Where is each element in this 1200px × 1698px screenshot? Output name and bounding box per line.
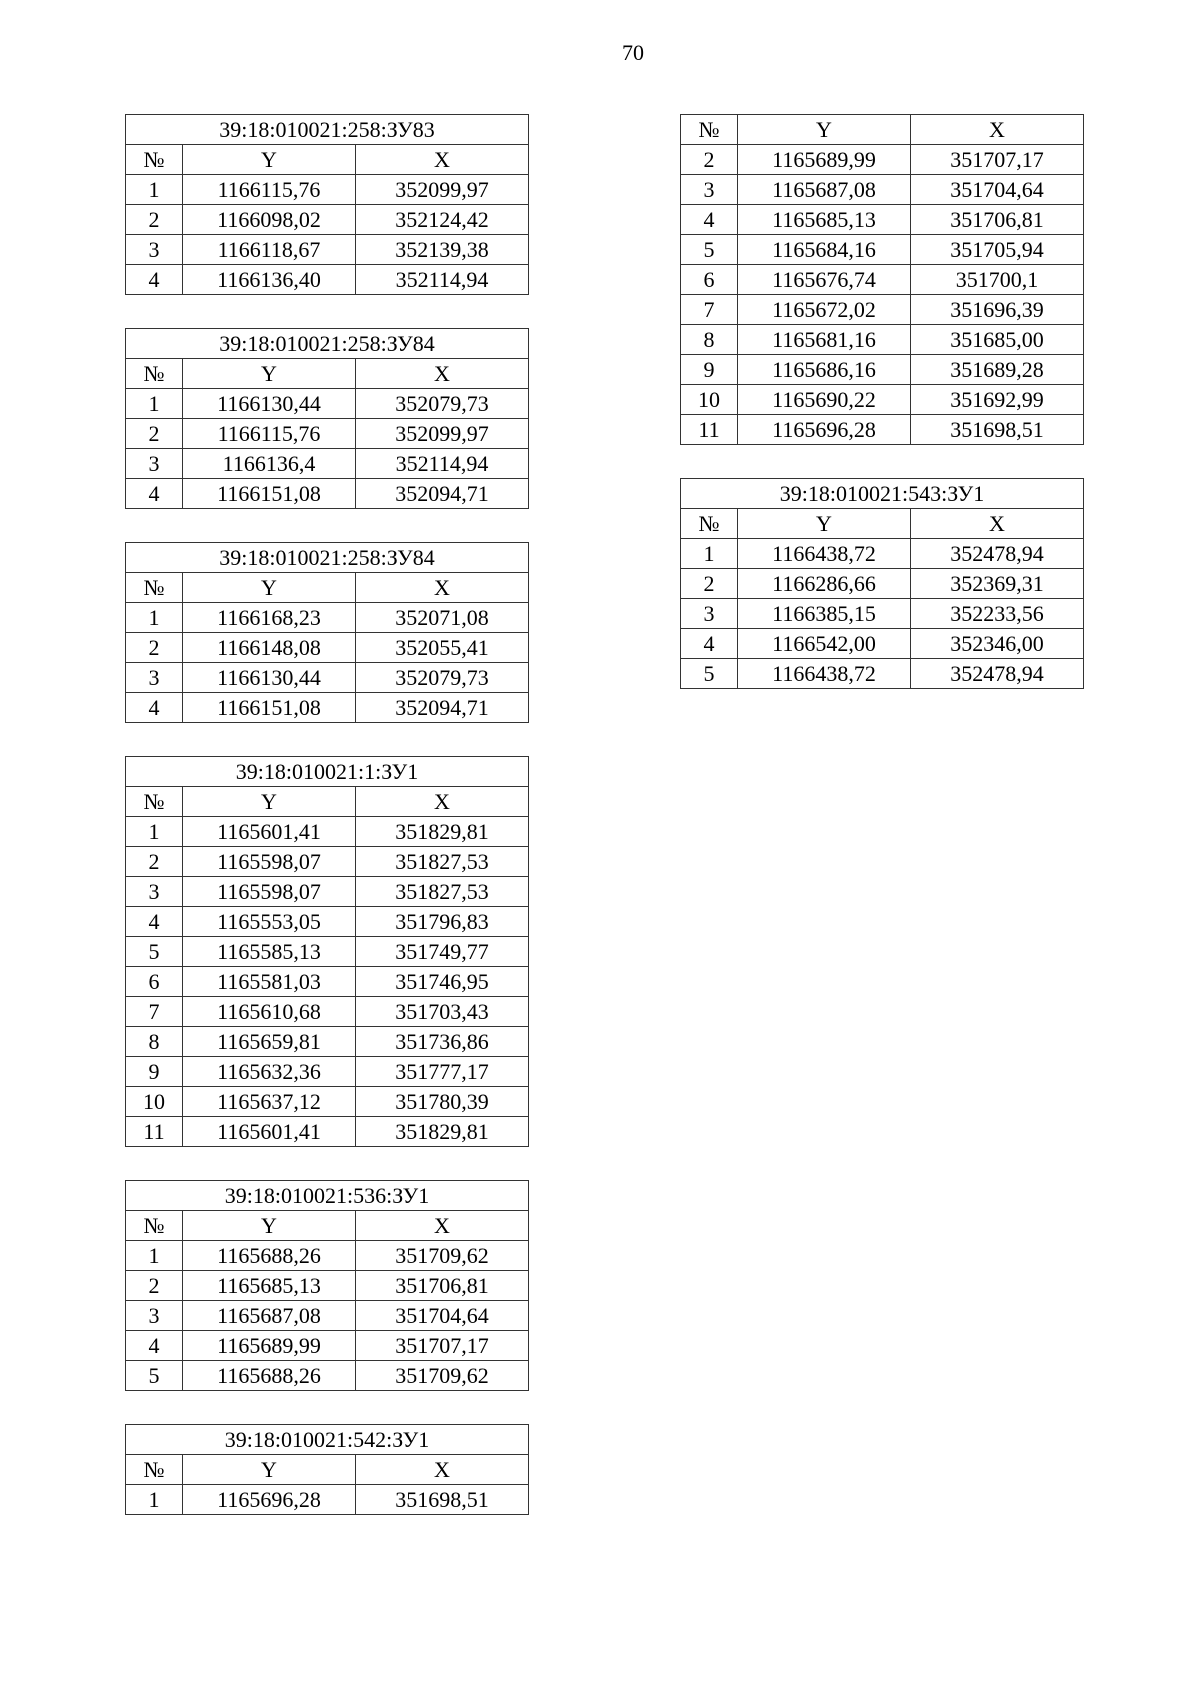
point-number: 1 <box>126 175 183 205</box>
x-value: 352478,94 <box>911 539 1084 569</box>
x-value: 351705,94 <box>911 235 1084 265</box>
header-number: № <box>126 1211 183 1241</box>
header-row <box>126 145 529 175</box>
y-value: 1166151,08 <box>183 693 356 723</box>
y-value: 1166542,00 <box>738 629 911 659</box>
x-value: 352094,71 <box>356 693 529 723</box>
header-number: № <box>126 145 183 175</box>
header-x: X <box>911 115 1084 145</box>
header-row <box>126 359 529 389</box>
point-number: 11 <box>126 1117 183 1147</box>
point-number: 4 <box>681 205 738 235</box>
y-value: 1165632,36 <box>183 1057 356 1087</box>
table-row <box>126 1117 529 1147</box>
table-row <box>681 325 1084 355</box>
table-row <box>126 663 529 693</box>
point-number: 10 <box>126 1087 183 1117</box>
table-row <box>681 569 1084 599</box>
header-number: № <box>681 509 738 539</box>
header-y: Y <box>738 115 911 145</box>
y-value: 1166438,72 <box>738 659 911 689</box>
table-row <box>126 997 529 1027</box>
coordinates-table <box>125 114 529 295</box>
point-number: 4 <box>681 629 738 659</box>
table-row <box>126 449 529 479</box>
y-value: 1165659,81 <box>183 1027 356 1057</box>
table-row <box>681 629 1084 659</box>
x-value: 351827,53 <box>356 847 529 877</box>
header-x: X <box>356 359 529 389</box>
y-value: 1165610,68 <box>183 997 356 1027</box>
coordinates-table <box>125 1424 529 1515</box>
table-row <box>126 1271 529 1301</box>
y-value: 1166118,67 <box>183 235 356 265</box>
table-row <box>126 205 529 235</box>
y-value: 1165676,74 <box>738 265 911 295</box>
y-value: 1166115,76 <box>183 419 356 449</box>
point-number: 1 <box>126 817 183 847</box>
y-value: 1165601,41 <box>183 817 356 847</box>
y-value: 1165690,22 <box>738 385 911 415</box>
y-value: 1165687,08 <box>738 175 911 205</box>
header-number: № <box>681 115 738 145</box>
header-number: № <box>126 359 183 389</box>
table-row <box>126 419 529 449</box>
point-number: 9 <box>681 355 738 385</box>
point-number: 2 <box>681 569 738 599</box>
table-title: 39:18:010021:543:ЗУ1 <box>681 479 1084 509</box>
header-y: Y <box>183 359 356 389</box>
x-value: 351829,81 <box>356 1117 529 1147</box>
point-number: 5 <box>681 235 738 265</box>
x-value: 351685,00 <box>911 325 1084 355</box>
x-value: 352124,42 <box>356 205 529 235</box>
point-number: 6 <box>126 967 183 997</box>
table-row <box>126 633 529 663</box>
point-number: 7 <box>681 295 738 325</box>
table-row <box>126 175 529 205</box>
point-number: 2 <box>681 145 738 175</box>
coordinates-table <box>125 1180 529 1391</box>
point-number: 11 <box>681 415 738 445</box>
table-row <box>126 1331 529 1361</box>
point-number: 2 <box>126 633 183 663</box>
y-value: 1165687,08 <box>183 1301 356 1331</box>
point-number: 5 <box>681 659 738 689</box>
table-row <box>681 355 1084 385</box>
point-number: 6 <box>681 265 738 295</box>
y-value: 1166136,40 <box>183 265 356 295</box>
table-row <box>126 1301 529 1331</box>
y-value: 1166136,4 <box>183 449 356 479</box>
y-value: 1165685,13 <box>738 205 911 235</box>
header-x: X <box>356 573 529 603</box>
point-number: 1 <box>681 539 738 569</box>
x-value: 351736,86 <box>356 1027 529 1057</box>
table-title: 39:18:010021:536:ЗУ1 <box>126 1181 529 1211</box>
y-value: 1165696,28 <box>183 1485 356 1515</box>
y-value: 1165689,99 <box>183 1331 356 1361</box>
x-value: 351707,17 <box>911 145 1084 175</box>
x-value: 352369,31 <box>911 569 1084 599</box>
table-row <box>126 603 529 633</box>
point-number: 1 <box>126 389 183 419</box>
point-number: 4 <box>126 479 183 509</box>
table-row <box>126 265 529 295</box>
y-value: 1166130,44 <box>183 663 356 693</box>
point-number: 2 <box>126 205 183 235</box>
x-value: 351700,1 <box>911 265 1084 295</box>
header-x: X <box>356 787 529 817</box>
table-row <box>126 1241 529 1271</box>
table-row <box>681 659 1084 689</box>
header-x: X <box>356 145 529 175</box>
x-value: 351777,17 <box>356 1057 529 1087</box>
y-value: 1166115,76 <box>183 175 356 205</box>
x-value: 351704,64 <box>356 1301 529 1331</box>
table-row <box>126 235 529 265</box>
point-number: 5 <box>126 937 183 967</box>
y-value: 1165553,05 <box>183 907 356 937</box>
x-value: 352079,73 <box>356 389 529 419</box>
point-number: 3 <box>681 599 738 629</box>
table-row <box>681 385 1084 415</box>
table-row <box>126 847 529 877</box>
y-value: 1166438,72 <box>738 539 911 569</box>
point-number: 3 <box>126 877 183 907</box>
y-value: 1165689,99 <box>738 145 911 175</box>
table-row <box>126 693 529 723</box>
y-value: 1165685,13 <box>183 1271 356 1301</box>
table-row <box>126 1087 529 1117</box>
y-value: 1165598,07 <box>183 877 356 907</box>
point-number: 3 <box>126 449 183 479</box>
point-number: 4 <box>126 907 183 937</box>
x-value: 351796,83 <box>356 907 529 937</box>
x-value: 352099,97 <box>356 175 529 205</box>
x-value: 351709,62 <box>356 1241 529 1271</box>
x-value: 352114,94 <box>356 265 529 295</box>
table-row <box>126 817 529 847</box>
coordinates-table <box>125 542 529 723</box>
x-value: 352233,56 <box>911 599 1084 629</box>
coordinates-table <box>125 756 529 1147</box>
y-value: 1166130,44 <box>183 389 356 419</box>
header-y: Y <box>183 1455 356 1485</box>
x-value: 352478,94 <box>911 659 1084 689</box>
x-value: 351707,17 <box>356 1331 529 1361</box>
y-value: 1165688,26 <box>183 1241 356 1271</box>
point-number: 4 <box>126 693 183 723</box>
point-number: 3 <box>126 1301 183 1331</box>
x-value: 351780,39 <box>356 1087 529 1117</box>
point-number: 7 <box>126 997 183 1027</box>
header-row <box>126 1455 529 1485</box>
x-value: 352139,38 <box>356 235 529 265</box>
point-number: 5 <box>126 1361 183 1391</box>
table-row <box>681 539 1084 569</box>
y-value: 1166098,02 <box>183 205 356 235</box>
table-row <box>681 145 1084 175</box>
x-value: 351749,77 <box>356 937 529 967</box>
table-row <box>681 175 1084 205</box>
point-number: 2 <box>126 419 183 449</box>
header-y: Y <box>183 787 356 817</box>
y-value: 1165681,16 <box>738 325 911 355</box>
table-row <box>126 877 529 907</box>
x-value: 352094,71 <box>356 479 529 509</box>
x-value: 351706,81 <box>356 1271 529 1301</box>
y-value: 1165696,28 <box>738 415 911 445</box>
table-title: 39:18:010021:258:ЗУ84 <box>126 329 529 359</box>
header-y: Y <box>738 509 911 539</box>
y-value: 1165637,12 <box>183 1087 356 1117</box>
y-value: 1165686,16 <box>738 355 911 385</box>
table-row <box>126 389 529 419</box>
table-row <box>681 295 1084 325</box>
header-y: Y <box>183 573 356 603</box>
y-value: 1165585,13 <box>183 937 356 967</box>
table-title: 39:18:010021:1:ЗУ1 <box>126 757 529 787</box>
point-number: 10 <box>681 385 738 415</box>
x-value: 352055,41 <box>356 633 529 663</box>
point-number: 4 <box>126 265 183 295</box>
header-y: Y <box>183 1211 356 1241</box>
header-row <box>681 509 1084 539</box>
table-row <box>681 415 1084 445</box>
x-value: 352346,00 <box>911 629 1084 659</box>
header-number: № <box>126 1455 183 1485</box>
header-number: № <box>126 787 183 817</box>
table-row <box>126 1027 529 1057</box>
y-value: 1165601,41 <box>183 1117 356 1147</box>
header-x: X <box>911 509 1084 539</box>
coordinates-table <box>125 328 529 509</box>
x-value: 351746,95 <box>356 967 529 997</box>
left-column <box>125 114 529 1548</box>
y-value: 1166151,08 <box>183 479 356 509</box>
y-value: 1165684,16 <box>738 235 911 265</box>
table-row <box>681 265 1084 295</box>
x-value: 351703,43 <box>356 997 529 1027</box>
y-value: 1165688,26 <box>183 1361 356 1391</box>
table-row <box>126 967 529 997</box>
page-number: 70 <box>622 40 644 65</box>
header-number: № <box>126 573 183 603</box>
x-value: 352099,97 <box>356 419 529 449</box>
header-row <box>126 573 529 603</box>
point-number: 1 <box>126 1485 183 1515</box>
coordinates-table <box>680 114 1084 445</box>
table-row <box>126 1057 529 1087</box>
x-value: 352079,73 <box>356 663 529 693</box>
point-number: 3 <box>681 175 738 205</box>
table-row <box>126 1361 529 1391</box>
header-row <box>126 1211 529 1241</box>
point-number: 1 <box>126 603 183 633</box>
table-row <box>681 599 1084 629</box>
x-value: 351689,28 <box>911 355 1084 385</box>
y-value: 1165581,03 <box>183 967 356 997</box>
header-row <box>126 787 529 817</box>
point-number: 9 <box>126 1057 183 1087</box>
x-value: 351704,64 <box>911 175 1084 205</box>
point-number: 3 <box>126 235 183 265</box>
header-y: Y <box>183 145 356 175</box>
point-number: 8 <box>126 1027 183 1057</box>
point-number: 2 <box>126 847 183 877</box>
table-row <box>126 907 529 937</box>
x-value: 351827,53 <box>356 877 529 907</box>
y-value: 1166385,15 <box>738 599 911 629</box>
x-value: 351698,51 <box>356 1485 529 1515</box>
point-number: 1 <box>126 1241 183 1271</box>
header-x: X <box>356 1211 529 1241</box>
point-number: 4 <box>126 1331 183 1361</box>
point-number: 3 <box>126 663 183 693</box>
x-value: 351696,39 <box>911 295 1084 325</box>
table-row <box>681 205 1084 235</box>
point-number: 8 <box>681 325 738 355</box>
point-number: 2 <box>126 1271 183 1301</box>
y-value: 1165598,07 <box>183 847 356 877</box>
header-x: X <box>356 1455 529 1485</box>
y-value: 1166286,66 <box>738 569 911 599</box>
table-row <box>126 1485 529 1515</box>
y-value: 1166168,23 <box>183 603 356 633</box>
y-value: 1165672,02 <box>738 295 911 325</box>
x-value: 352071,08 <box>356 603 529 633</box>
table-row <box>681 235 1084 265</box>
x-value: 351709,62 <box>356 1361 529 1391</box>
table-title: 39:18:010021:542:ЗУ1 <box>126 1425 529 1455</box>
x-value: 351706,81 <box>911 205 1084 235</box>
x-value: 351829,81 <box>356 817 529 847</box>
coordinates-table <box>680 478 1084 689</box>
x-value: 352114,94 <box>356 449 529 479</box>
header-row <box>681 115 1084 145</box>
x-value: 351698,51 <box>911 415 1084 445</box>
x-value: 351692,99 <box>911 385 1084 415</box>
right-column <box>680 114 1084 722</box>
table-row <box>126 937 529 967</box>
table-title: 39:18:010021:258:ЗУ83 <box>126 115 529 145</box>
table-row <box>126 479 529 509</box>
y-value: 1166148,08 <box>183 633 356 663</box>
table-title: 39:18:010021:258:ЗУ84 <box>126 543 529 573</box>
